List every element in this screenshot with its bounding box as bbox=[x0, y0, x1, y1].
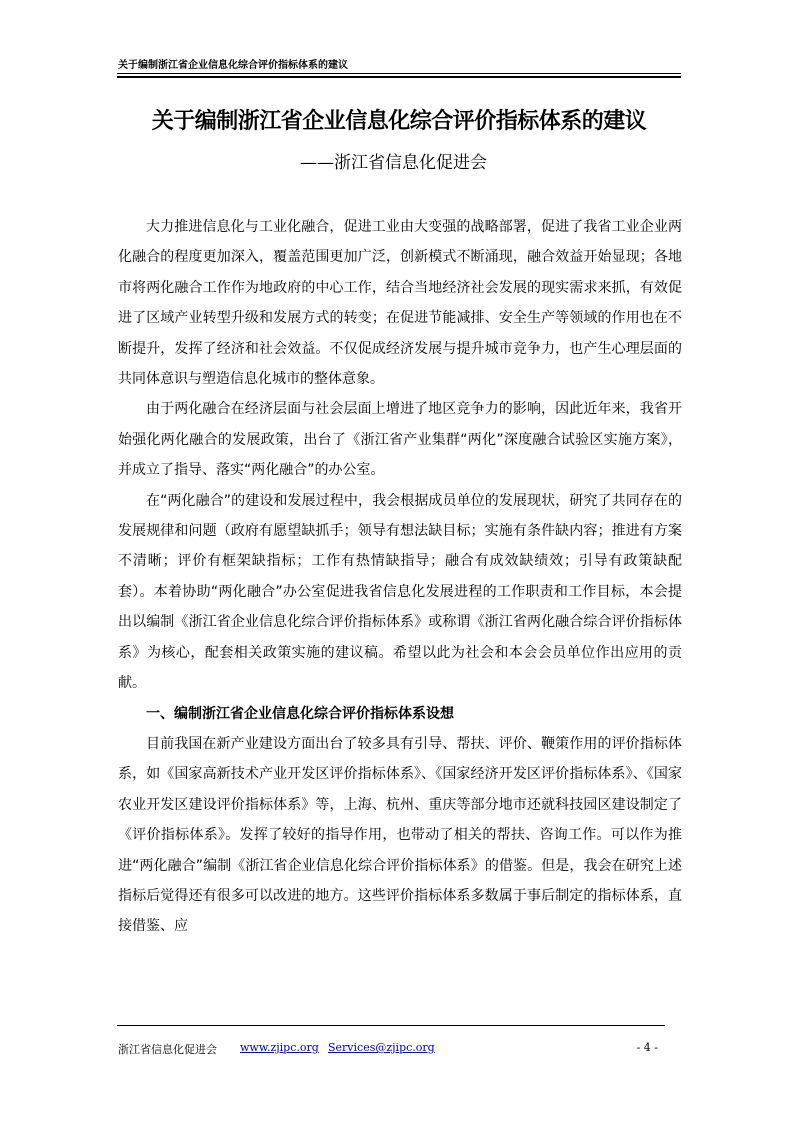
website-link[interactable]: www.zjipc.org bbox=[240, 1041, 319, 1054]
paragraph: 大力推进信息化与工业化融合，促进工业由大变强的战略部署，促进了我省工业企业两化融合的程度更加深入，覆盖范围更加广泛，创新模式不断涌现，融合效益开始显现；各地市将两化融合工作作为地政府的中心工作，结合当地经济社会发展的现实需求来抓，有效促进了区域产业转型升级和发展方式的转变；在促进节能减排、安全生产等领域的作用也在不断提升，发挥了经济和社会效益。不仅促成经济发展与提升城市竞争力，也产生心理层面的共同体意识与塑造信息化城市的整体意象。 bbox=[118, 219, 682, 388]
header-rule-thick bbox=[117, 76, 681, 78]
footer-rule bbox=[117, 1025, 665, 1026]
email-link[interactable]: Services@zjipc.org bbox=[328, 1041, 435, 1054]
paragraph: 在“两化融合”的建设和发展过程中，我会根据成员单位的发展现状，研究了共同存在的发展规律和问题（政府有愿望缺抓手；领导有想法缺目标；实施有条件缺内容；推进有方案不清晰；评价有框架缺指标；工作有热情缺指导；融合有成效缺绩效；引导有政策缺配套）。本着协助“两化融合”办公室促进我省信息化发展进程的工作职责和工作目标，本会提出以编制《浙江省企业信息化综合评价指标体系》或称谓《浙江省两化融合综合评价指标体系》为核心，配套相关政策实施的建议稿。希望以此为社会和本会会员单位作出应用的贡献。 bbox=[118, 492, 682, 692]
paragraph: 目前我国在新产业建设方面出台了较多具有引导、帮扶、评价、鞭策作用的评价指标体系，如《国家高新技术产业开发区评价指标体系》、《国家经济开发区评价指标体系》、《国家农业开发区建设评价指标体系》等，上海、杭州、重庆等部分地市还就科技园区建设制定了《评价指标体系》。发挥了较好的指导作用，也带动了相关的帮扶、咨询工作。可以作为推进“两化融合”编制《浙江省企业信息化综合评价指标体系》的借鉴。但是，我会在研究上述指标后觉得还有很多可以改进的地方。这些评价指标体系多数属于事后制定的指标体系，直接借鉴、应 bbox=[118, 735, 682, 935]
paragraph: 由于两化融合在经济层面与社会层面上增进了地区竞争力的影响，因此近年来，我省开始强化两化融合的发展政策，出台了《浙江省产业集群“两化”深度融合试验区实施方案》，并成立了指导、落实“两化融合”的办公室。 bbox=[118, 401, 682, 479]
page-number: - 4 - bbox=[636, 1041, 658, 1054]
header-rule bbox=[117, 73, 681, 74]
page-footer bbox=[118, 1041, 658, 1057]
footer-org-name: 浙江省信息化促进会 bbox=[118, 1043, 217, 1056]
document-subtitle: ——浙江省信息化促进会 bbox=[300, 153, 487, 173]
section-heading: 一、编制浙江省企业信息化综合评价指标体系设想 bbox=[146, 705, 454, 722]
document-body bbox=[118, 212, 682, 942]
document-title: 关于编制浙江省企业信息化综合评价指标体系的建议 bbox=[151, 109, 647, 134]
running-header: 关于编制浙江省企业信息化综合评价指标体系的建议 bbox=[118, 60, 348, 71]
